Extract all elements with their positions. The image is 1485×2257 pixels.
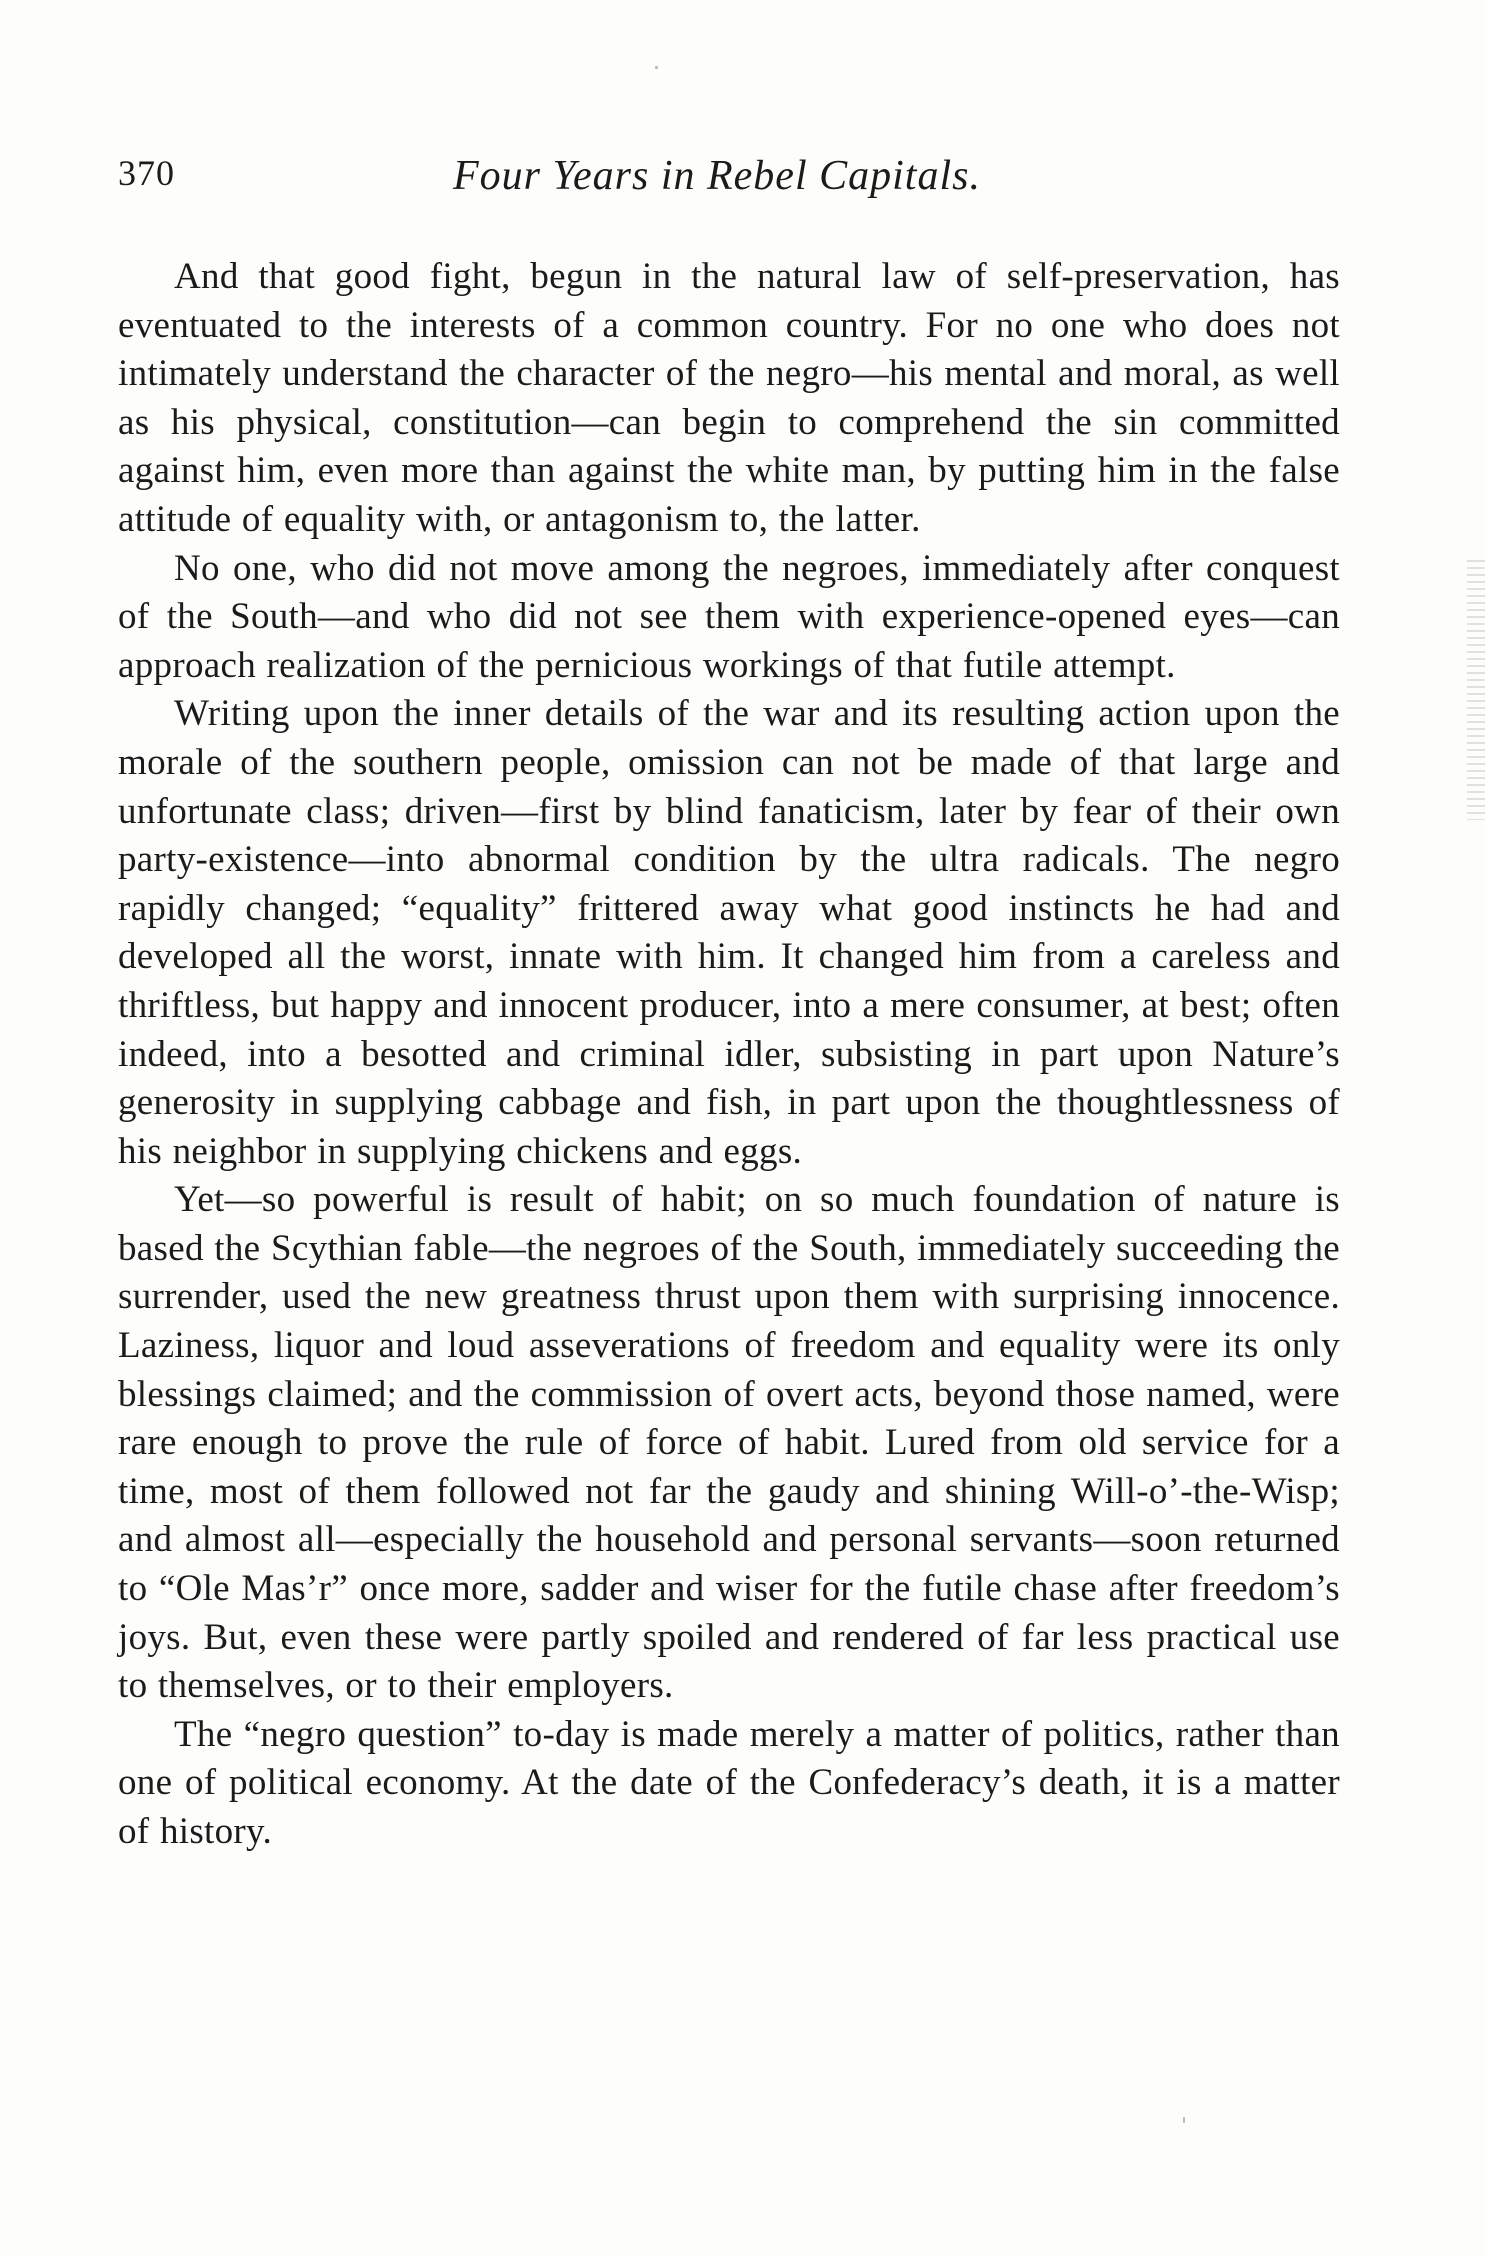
page-number: 370 <box>118 153 175 193</box>
paragraph: Yet—so powerful is result of habit; on so much foundation of nature is based the Scythian fable—the negroes of the South, immediately succeeding the surrender, used the new greatness thrust upon them with surprising innocence. Laziness, liquor and loud asseverations of freedom and equality were its only blessings claimed; and the commission of overt acts, beyond those named, were rare enough to prove the rule of force of habit. Lured from old service for a time, most of them followed not far the gaudy and shining Will-o’-the-Wisp; and almost all—especially the household and personal servants—soon returned to “Ole Mas’r” once more, sadder and wiser for the futile chase after freedom’s joys. But, even these were partly spoiled and rendered of far less practical use to themselves, or to their employers. <box>118 1179 1340 1707</box>
body-text <box>118 253 1340 1857</box>
running-head <box>118 152 1340 212</box>
paragraph: And that good fight, begun in the natural law of self-preservation, has eventuated to the interests of a common country. For no one who does not intimately understand the character of the negro—his mental and moral, as well as his physical, constitution—can begin to comprehend the sin committed against him, even more than against the white man, by putting him in the false attitude of equality with, or antagonism to, the latter. <box>118 256 1340 540</box>
paper-speck <box>655 66 658 69</box>
paragraph: The “negro question” to-day is made merely a matter of politics, rather than one of political economy. At the date of the Confederacy’s death, it is a matter of history. <box>118 1713 1340 1852</box>
page-edge-bleed <box>1467 560 1485 820</box>
running-title: Four Years in Rebel Capitals. <box>453 153 981 199</box>
paragraph: No one, who did not move among the negroes, immediately after conquest of the South—and who did not see them with experience-opened eyes—can approach realization of the pernicious workings of that futile attempt. <box>118 547 1340 686</box>
paragraph: Writing upon the inner details of the war and its resulting action upon the morale of the southern people, omission can not be made of that large and unfortunate class; driven—first by blind fanaticism, later by fear of their own party-existence—into abnormal condition by the ultra radicals. The negro rapidly changed; “equality” frittered away what good instincts he had and developed all the worst, innate with him. It changed him from a careless and thriftless, but happy and innocent producer, into a mere consumer, at best; often indeed, into a besotted and criminal idler, subsisting in part upon Nature’s generosity in supplying cabbage and fish, in part upon the thoughtlessness of his neighbor in supplying chickens and eggs. <box>118 693 1340 1172</box>
paper-speck <box>1183 2117 1185 2123</box>
